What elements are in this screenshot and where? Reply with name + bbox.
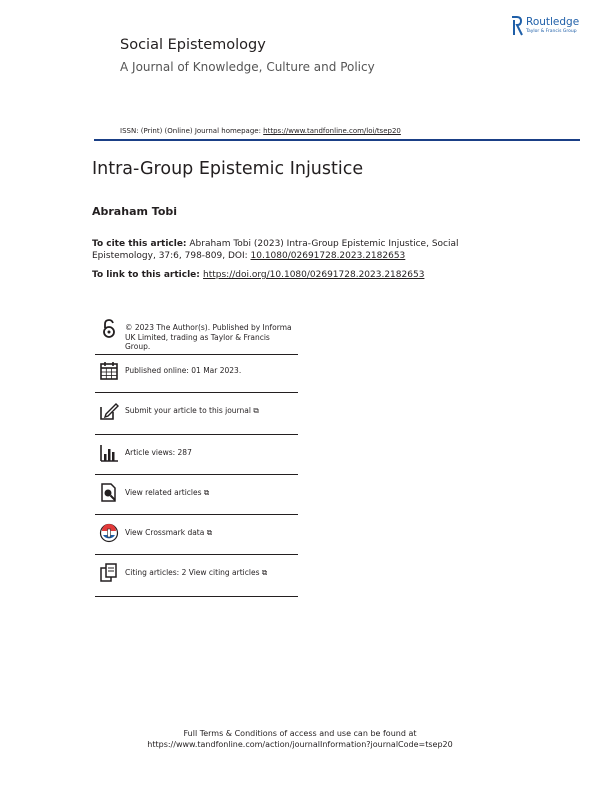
calendar-icon: [99, 361, 119, 381]
external-link-icon: ⧉: [206, 528, 213, 537]
meta-row-submit[interactable]: [95, 392, 298, 435]
pencil-icon: [99, 401, 119, 421]
journal-subtitle: A Journal of Knowledge, Culture and Policy: [120, 60, 375, 74]
article-title: Intra-Group Epistemic Injustice: [92, 159, 364, 179]
page-footer: [0, 728, 600, 750]
article-doi-url[interactable]: https://doi.org/10.1080/02691728.2023.2182653: [203, 270, 425, 280]
crossmark-link[interactable]: View Crossmark data ⧉: [125, 528, 213, 537]
routledge-logo-icon: [511, 16, 523, 36]
issn-label: ISSN: (Print) (Online) Journal homepage:: [120, 127, 264, 135]
publisher-logo[interactable]: [511, 16, 591, 40]
external-link-icon: ⧉: [261, 568, 268, 577]
meta-row-license: [95, 316, 298, 355]
meta-row-related[interactable]: [95, 474, 298, 515]
header-divider: [94, 139, 580, 141]
issn-line: [120, 127, 401, 135]
article-link-line: [92, 270, 424, 280]
journal-homepage-link[interactable]: https://www.tandfonline.com/loi/tsep20: [263, 127, 401, 135]
journal-title: Social Epistemology: [120, 37, 266, 53]
link-label: To link to this article:: [92, 270, 204, 280]
bar-chart-icon: [99, 443, 119, 463]
footer-url[interactable]: https://www.tandfonline.com/action/journalInformation?journalCode=tsep20: [147, 740, 453, 749]
license-text: © 2023 The Author(s). Published by Informa UK Limited, trading as Taylor & Francis Group.: [125, 323, 292, 351]
published-date: Published online: 01 Mar 2023.: [125, 366, 242, 375]
citation-block: [92, 238, 522, 262]
external-link-icon: ⧉: [253, 406, 259, 415]
meta-row-crossmark[interactable]: [95, 514, 298, 555]
article-views: Article views: 287: [125, 448, 192, 457]
submit-article-link[interactable]: Submit your article to this journal ⧉: [125, 406, 259, 415]
meta-row-views: [95, 434, 298, 475]
publisher-tagline: Taylor & Francis Group: [526, 29, 577, 34]
crossmark-icon: [99, 523, 119, 543]
related-articles-link[interactable]: View related articles ⧉: [125, 488, 210, 497]
doi-link[interactable]: 10.1080/02691728.2023.2182653: [250, 251, 406, 261]
meta-row-citing[interactable]: [95, 554, 298, 597]
cite-label: To cite this article:: [92, 239, 187, 249]
open-access-icon: [99, 319, 119, 339]
meta-row-published: [95, 354, 298, 393]
citing-articles-link[interactable]: Citing articles: 2 View citing articles ⧉: [125, 568, 268, 577]
external-link-icon: ⧉: [203, 488, 210, 497]
citing-articles-icon: [99, 563, 119, 583]
search-document-icon: [99, 483, 119, 503]
article-author[interactable]: Abraham Tobi: [92, 205, 178, 218]
footer-terms: Full Terms & Conditions of access and use can be found at: [183, 729, 417, 738]
cite-text: Abraham Tobi (2023) Intra-Group Epistemic Injustice, Social Epistemology, 37:6, 798-809, DOI:: [92, 239, 459, 261]
publisher-name: Routledge: [526, 16, 580, 28]
